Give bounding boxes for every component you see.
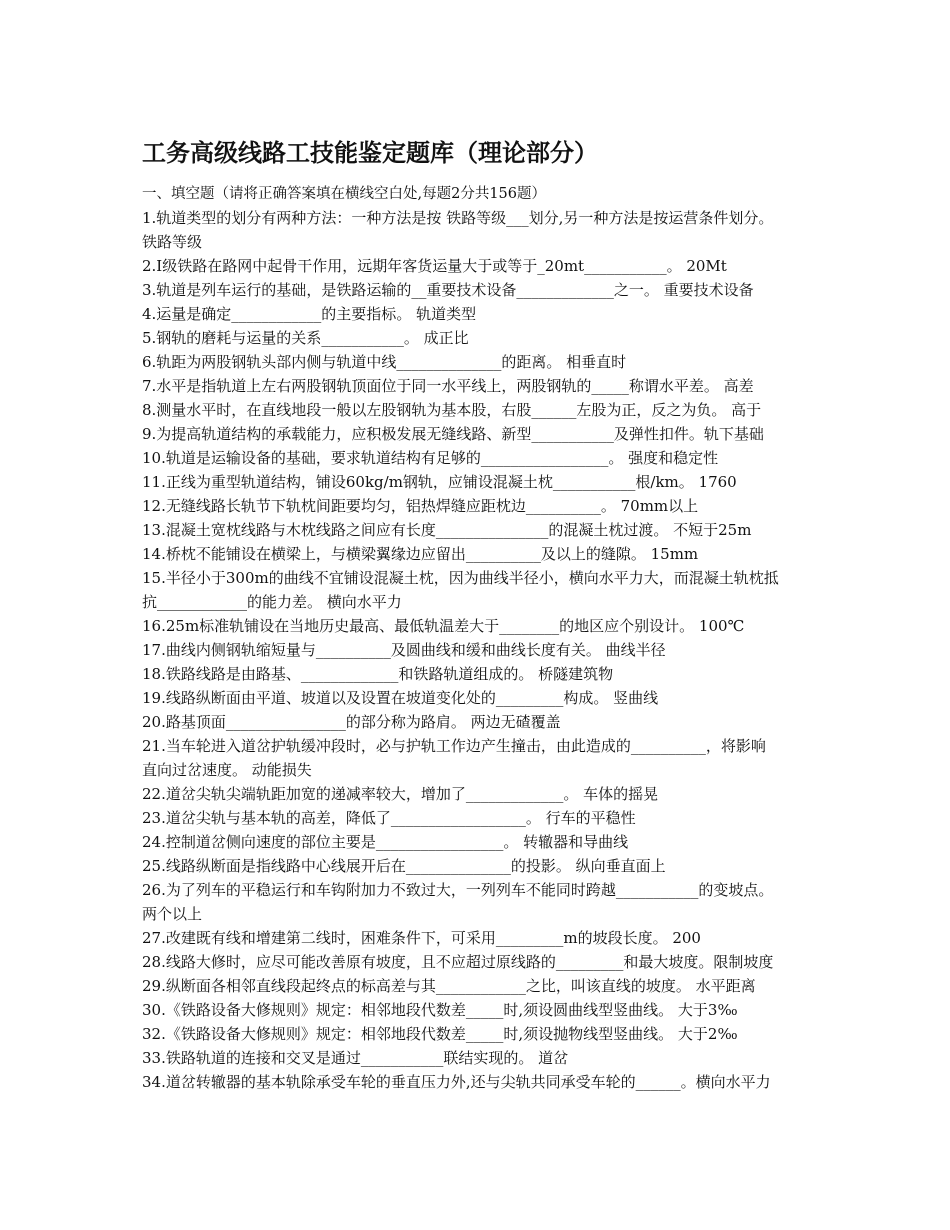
question-line: 15.半径小于300m的曲线不宜铺设混凝土枕，因为曲线半径小，横向水平力大，而混凝土轨枕抵 bbox=[142, 569, 779, 587]
question-line: 18.铁路线路是由路基、_____________和铁路轨道组成的。 桥隧建筑物 bbox=[142, 665, 614, 683]
question-line: 30.《铁路设备大修规则》规定：相邻地段代数差_____时,须设圆曲线型竖曲线。 大于3‰ bbox=[142, 1001, 738, 1019]
question-list bbox=[142, 182, 822, 1094]
question-line: 29.纵断面各相邻直线段起终点的标高差与其____________之比，叫该直线的坡度。 水平距离 bbox=[142, 977, 756, 995]
question-line: 10.轨道是运输设备的基础，要求轨道结构有足够的_________________。 强度和稳定性 bbox=[142, 449, 719, 467]
question-line: 34.道岔转辙器的基本轨除承受车轮的垂直压力外,还与尖轨共同承受车轮的______。横向水平力 bbox=[142, 1073, 771, 1091]
question-line: 5.钢轨的磨耗与运量的关系___________。 成正比 bbox=[142, 329, 469, 347]
question-line: 9.为提高轨道结构的承载能力，应积极发展无缝线路、新型___________及弹性扣件。轨下基础 bbox=[142, 425, 764, 443]
question-line: 20.路基顶面________________的部分称为路肩。 两边无碴覆盖 bbox=[142, 713, 561, 731]
question-line: 19.线路纵断面由平道、坡道以及设置在坡道变化处的_________构成。 竖曲线 bbox=[142, 689, 659, 707]
question-line: 25.线路纵断面是指线路中心线展开后在______________的投影。 纵向垂直面上 bbox=[142, 857, 666, 875]
question-line: 22.道岔尖轨尖端轨距加宽的递减率较大，增加了_____________。 车体的摇晃 bbox=[142, 785, 659, 803]
question-line: 33.铁路轨道的连接和交叉是通过___________联结实现的。 道岔 bbox=[142, 1049, 569, 1067]
question-line: 32.《铁路设备大修规则》规定：相邻地段代数差_____时,须设抛物线型竖曲线。 大于2‰ bbox=[142, 1025, 738, 1043]
question-line: 21.当车轮进入道岔护轨缓冲段时，必与护轨工作边产生撞击，由此造成的__________，将影响 bbox=[142, 737, 766, 755]
question-line: 7.水平是指轨道上左右两股钢轨顶面位于同一水平线上，两股钢轨的_____称谓水平差。 高差 bbox=[142, 377, 754, 395]
question-line: 2.Ⅰ级铁路在路网中起骨干作用，远期年客货运量大于或等于_20mt___________。 20Mt bbox=[142, 257, 727, 275]
question-line: 26.为了列车的平稳运行和车钩附加力不致过大，一列列车不能同时跨越___________的变坡点。 bbox=[142, 881, 774, 899]
question-line: 直向过岔速度。 动能损失 bbox=[142, 761, 312, 779]
question-line: 6.轨距为两股钢轨头部内侧与轨道中线______________的距离。 相垂直时 bbox=[142, 353, 627, 371]
question-line: 24.控制道岔侧向速度的部位主要是_________________。 转辙器和导曲线 bbox=[142, 833, 629, 851]
question-line: 13.混凝土宽枕线路与木枕线路之间应有长度_______________的混凝土枕过渡。 不短于25m bbox=[142, 521, 752, 539]
question-line: 12.无缝线路长轨节下轨枕间距要均匀，铝热焊缝应距枕边__________。 70mm以上 bbox=[142, 497, 699, 515]
document-title: 工务高级线路工技能鉴定题库（理论部分） bbox=[142, 138, 598, 167]
question-line: 17.曲线内侧钢轨缩短量与__________及圆曲线和缓和曲线长度有关。 曲线半径 bbox=[142, 641, 666, 659]
question-line: 16.25m标准轨铺设在当地历史最高、最低轨温差大于________的地区应个别设计。 100℃ bbox=[142, 617, 745, 635]
question-line: 28.线路大修时，应尽可能改善原有坡度，且不应超过原线路的_________和最大坡度。限制坡度 bbox=[142, 953, 774, 971]
question-line: 抗____________的能力差。 横向水平力 bbox=[142, 593, 402, 611]
question-line: 8.测量水平时，在直线地段一般以左股钢轨为基本股，右股______左股为正，反之为负。 高于 bbox=[142, 401, 762, 419]
question-line: 3.轨道是列车运行的基础，是铁路运输的__重要技术设备_____________之一。 重要技术设备 bbox=[142, 281, 754, 299]
question-line: 23.道岔尖轨与基本轨的高差，降低了__________________。 行车的平稳性 bbox=[142, 809, 636, 827]
question-line: 两个以上 bbox=[142, 905, 203, 923]
question-line: 铁路等级 bbox=[142, 233, 203, 251]
section-header: 一、填空题（请将正确答案填在横线空白处,每题2分共156题） bbox=[142, 186, 547, 202]
question-line: 27.改建既有线和增建第二线时，困难条件下，可采用_________m的坡段长度。 200 bbox=[142, 929, 701, 947]
question-line: 11.正线为重型轨道结构，铺设60kg/m钢轨，应铺设混凝土枕___________根/km。 1760 bbox=[142, 473, 737, 491]
question-line: 14.桥枕不能铺设在横梁上，与横梁翼缘边应留出__________及以上的缝隙。 15mm bbox=[142, 545, 699, 563]
question-line: 4.运量是确定____________的主要指标。 轨道类型 bbox=[142, 305, 477, 323]
question-line: 1.轨道类型的划分有两种方法：一种方法是按 铁路等级___划分,另一种方法是按运营条件划分。 bbox=[142, 209, 774, 227]
